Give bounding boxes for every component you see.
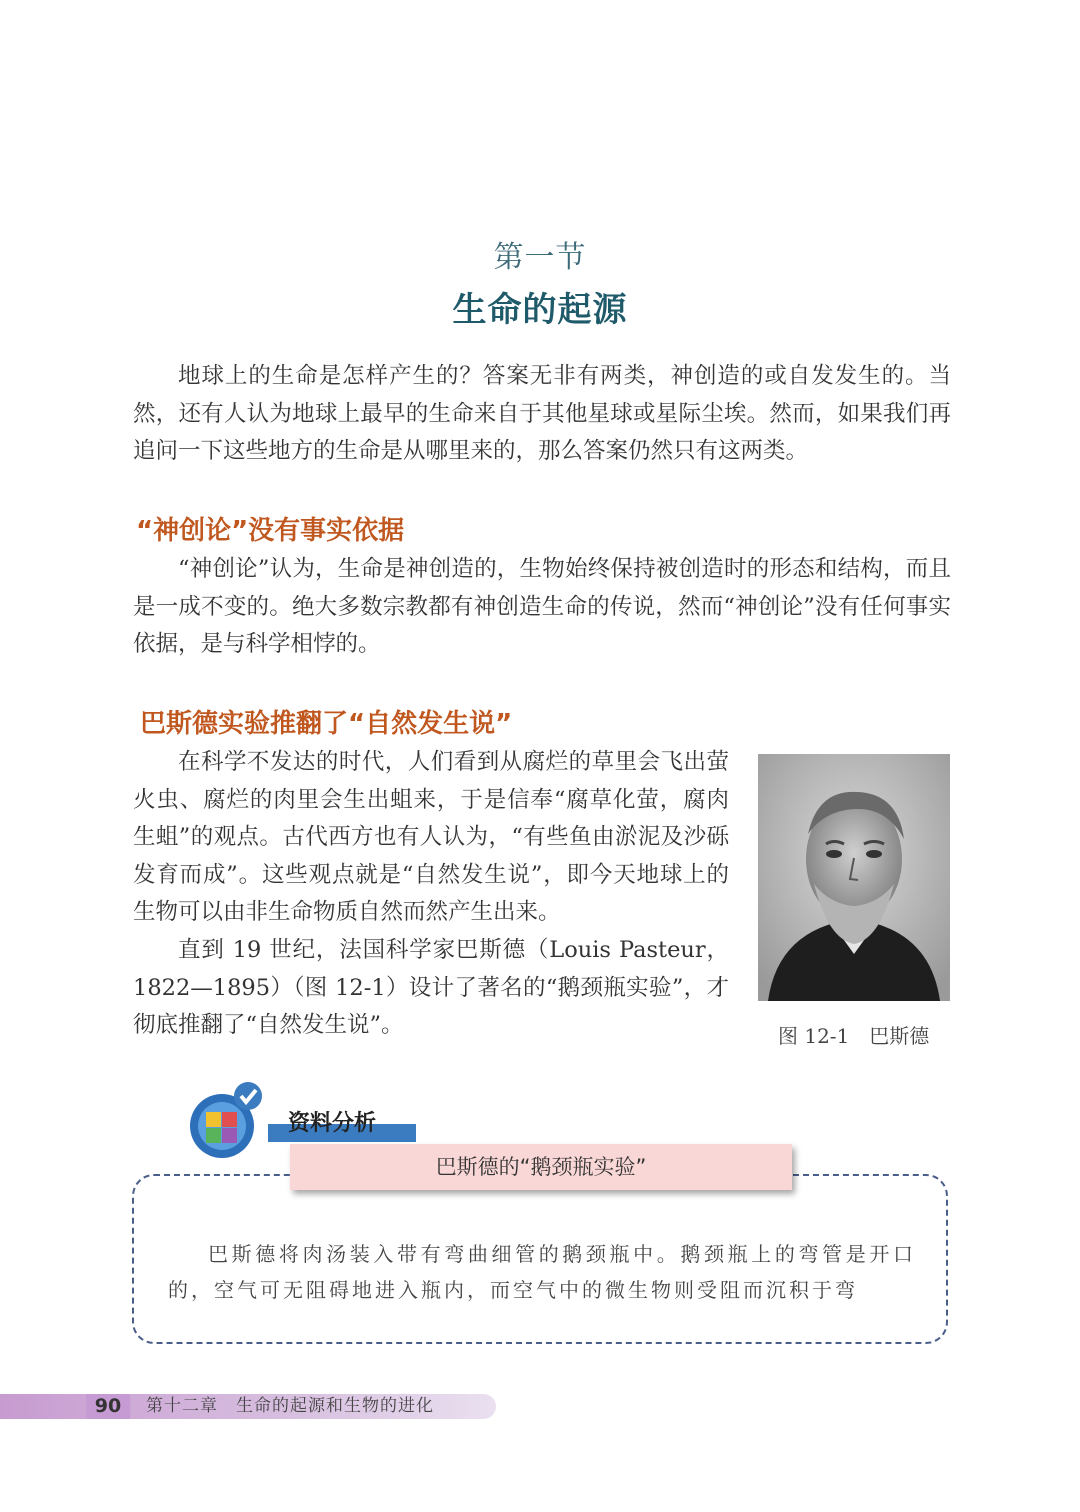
analysis-title: 巴斯德的“鹅颈瓶实验” [290, 1144, 792, 1190]
section-title: 生命的起源 [452, 290, 628, 330]
puzzle-globe-icon [184, 1080, 268, 1164]
pasteur-portrait-image [758, 754, 950, 1001]
analysis-paragraph: 巴斯德将肉汤装入带有弯曲细管的鹅颈瓶中。鹅颈瓶上的弯管是开口的，空气可无阻碍地进入瓶内，而空气中的微生物则受阻而沉积于弯 [168, 1242, 916, 1302]
figure-caption: 图 12-1 巴斯德 [778, 1024, 930, 1048]
analysis-label: 资料分析 [288, 1111, 377, 1136]
pasteur-paragraph-2: 直到 19 世纪，法国科学家巴斯德（Louis Pasteur，1822—1895）（图 12-1）设计了著名的“鹅颈瓶实验”，才彻底推翻了“自然发生说”。 [133, 937, 729, 1038]
page-number: 90 [86, 1394, 130, 1419]
creationism-paragraph: “神创论”认为，生命是神创造的，生物始终保持被创造时的形态和结构，而且是一成不变的。绝大多数宗教都有神创造生命的传说，然而“神创论”没有任何事实依据，是与科学相悖的。 [133, 556, 951, 657]
creationism-heading: “神创论”没有事实依据 [136, 516, 405, 546]
section-number: 第一节 [493, 240, 587, 275]
footer-chapter-title: 第十二章 生命的起源和生物的进化 [146, 1396, 434, 1416]
intro-paragraph: 地球上的生命是怎样产生的？答案无非有两类，神创造的或自发发生的。当然，还有人认为地球上最早的生命来自于其他星球或星际尘埃。然而，如果我们再追问一下这些地方的生命是从哪里来的，那么答案仍然只有这两类。 [133, 363, 951, 464]
pasteur-paragraph-1: 在科学不发达的时代，人们看到从腐烂的草里会飞出萤火虫、腐烂的肉里会生出蛆来，于是信奉“腐草化萤，腐肉生蛆”的观点。古代西方也有人认为，“有些鱼由淤泥及沙砾发育而成”。这些观点就是“自然发生说”，即今天地球上的生物可以由非生命物质自然而然产生出来。 [133, 749, 729, 925]
pasteur-heading: 巴斯德实验推翻了“自然发生说” [140, 709, 513, 739]
